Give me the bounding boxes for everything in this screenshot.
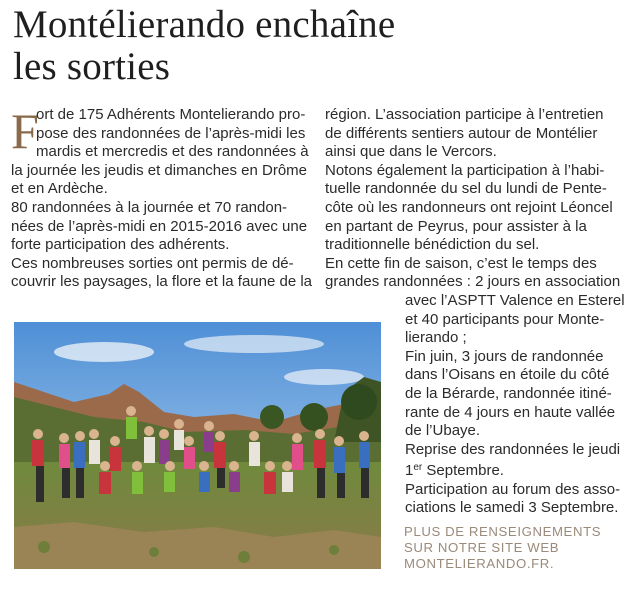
paragraph-line: région. L’association participe à l’entretien bbox=[325, 106, 604, 123]
paragraph-line: et en Ardèche. bbox=[11, 180, 108, 198]
paragraph-line: Notons également la participation à l’habi- bbox=[325, 161, 605, 179]
website-link[interactable]: MONTELIERANDO.FR. bbox=[404, 556, 555, 571]
paragraph-line: rante de 4 jours en haute vallée bbox=[405, 403, 616, 421]
drop-cap: F bbox=[11, 103, 39, 159]
date-ordinal: er bbox=[413, 462, 423, 474]
paragraph-line: traditionnelle bénédiction du sel. bbox=[325, 236, 540, 254]
info-line-2: SUR NOTRE SITE WEB bbox=[404, 540, 560, 555]
paragraph-line: avec l’ASPTT Valence en Esterel bbox=[405, 291, 625, 309]
date-day: 1 bbox=[405, 462, 414, 480]
paragraph-line: Reprise des randonnées le jeudi bbox=[405, 440, 621, 458]
date-line bbox=[405, 459, 630, 481]
paragraph-line: de la Bérarde, randonnée itiné- bbox=[405, 384, 612, 402]
paragraph-line: côte où les randonneurs ont rejoint Léoncel bbox=[325, 198, 613, 216]
paragraph-line: Participation au forum des asso- bbox=[405, 480, 621, 498]
paragraph-line: la journée les jeudis et dimanches en Drôme bbox=[11, 161, 307, 179]
group-hiking-photo bbox=[14, 322, 381, 569]
paragraph-line: dans l’Oisans en étoile du côté bbox=[405, 366, 610, 384]
title-line-1: Montélierando enchaîne bbox=[13, 3, 396, 46]
paragraph-line: de l’Ubaye. bbox=[405, 422, 481, 440]
paragraph-line: mardis et mercredis et des randonnées à bbox=[36, 143, 309, 161]
paragraph-line: nées de l’après-midi en 2015-2016 avec une bbox=[11, 217, 308, 235]
paragraph-line: tuelle randonnée du sel du lundi de Pente- bbox=[325, 180, 607, 198]
paragraph-line: En cette fin de saison, c’est le temps des bbox=[325, 254, 597, 272]
paragraph-line: grandes randonnées : 2 jours en association bbox=[325, 273, 621, 291]
paragraph-line: pose des randonnées de l’après-midi les bbox=[36, 124, 306, 142]
title-line-2: les sorties bbox=[13, 45, 171, 88]
paragraph-line: ainsi que dans le Vercors. bbox=[325, 143, 497, 161]
paragraph-line: 80 randonnées à la journée et 70 randon- bbox=[11, 198, 288, 216]
paragraph-line: Ces nombreuses sorties ont permis de dé- bbox=[11, 254, 294, 272]
article-title bbox=[13, 4, 633, 88]
info-box bbox=[404, 524, 629, 572]
paragraph-line: lierando ; bbox=[405, 329, 467, 347]
paragraph-line: couvrir les paysages, la flore et la faune de la bbox=[11, 273, 313, 291]
paragraph-line: ort de 175 Adhérents Montelierando pro- bbox=[36, 106, 306, 123]
date-month: Septembre. bbox=[422, 462, 504, 480]
paragraph-line: et 40 participants pour Monte- bbox=[405, 310, 605, 328]
paragraph-line: Fin juin, 3 jours de randonnée bbox=[405, 347, 604, 365]
paragraph-line: en partant de Peyrus, pour assister à la bbox=[325, 217, 587, 235]
left-column bbox=[11, 103, 313, 292]
paragraph-line: de différents sentiers autour de Montélier bbox=[325, 124, 598, 142]
paragraph-line: ciations le samedi 3 Septembre. bbox=[405, 499, 619, 517]
info-line-1: PLUS DE RENSEIGNEMENTS bbox=[404, 524, 602, 539]
paragraph-line: forte participation des adhérents. bbox=[11, 236, 230, 254]
